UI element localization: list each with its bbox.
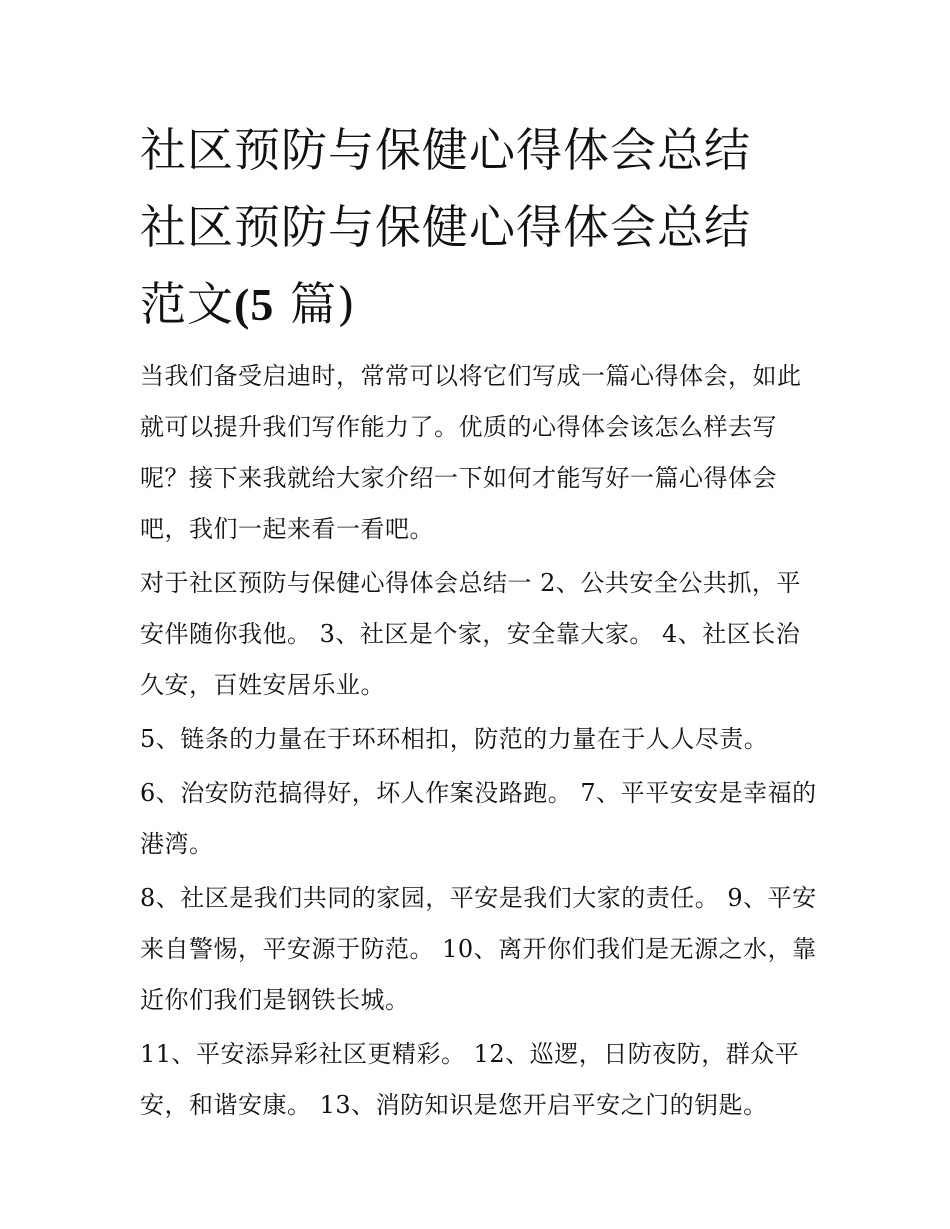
body-paragraph: 11、平安添异彩社区更精彩。 12、巡逻，日防夜防，群众平安，和谐安康。 13、消防知识是您开启平安之门的钥匙。 xyxy=(140,1040,800,1119)
body-paragraph: 6、治安防范搞得好，坏人作案没路跑。 7、平平安安是幸福的港湾。 xyxy=(140,779,817,858)
title-line-1: 社区预防与保健心得体会总结 xyxy=(140,123,751,177)
title-line-3-suffix: 篇) xyxy=(289,277,356,331)
title-line-3-count: (5 xyxy=(234,279,275,330)
document-title xyxy=(140,112,820,343)
intro-paragraph: 当我们备受启迪时，常常可以将它们写成一篇心得体会，如此就可以提升我们写作能力了。优质的心得体会该怎么样去写呢？接下来我就给大家介绍一下如何才能写好一篇心得体会吧，我们一起来看一看吧。 xyxy=(140,362,802,543)
title-line-3-prefix: 范文 xyxy=(140,277,234,331)
body-paragraph: 5、链条的力量在于环环相扣，防范的力量在于人人尽责。 xyxy=(140,725,769,753)
document-page xyxy=(140,112,820,1134)
body-paragraph: 8、社区是我们共同的家园，平安是我们大家的责任。 9、平安来自警惕，平安源于防范。 10、离开你们我们是无源之水，靠近你们我们是钢铁长城。 xyxy=(140,884,817,1014)
title-line-3 xyxy=(140,266,820,343)
title-line-2: 社区预防与保健心得体会总结 xyxy=(140,200,751,254)
body-paragraph: 对于社区预防与保健心得体会总结一 2、公共安全公共抓，平安伴随你我他。 3、社区是个家，安全靠大家。 4、社区长治久安，百姓安居乐业。 xyxy=(140,569,801,699)
